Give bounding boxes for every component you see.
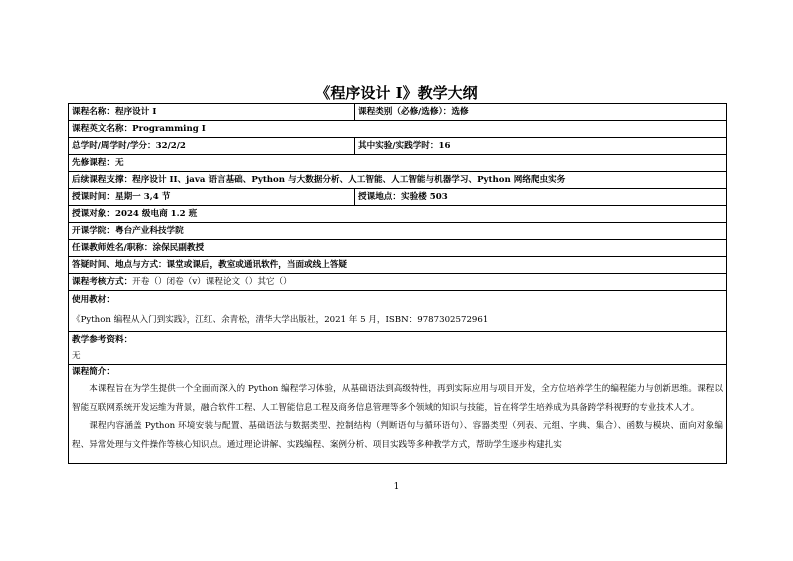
english-name-value: Programming I	[132, 124, 206, 134]
teacher-label: 任课教师姓名/职称：	[72, 243, 153, 253]
table-row	[69, 155, 727, 172]
class-time-value: 星期一 3,4 节	[114, 192, 171, 202]
class-place-label: 授课地点：	[358, 192, 401, 202]
references-label: 教学参考资料：	[72, 335, 133, 345]
table-row	[69, 189, 727, 206]
assessment-label: 课程考核方式：	[72, 277, 133, 287]
hours-value: 32/2/2	[155, 141, 186, 151]
table-row	[69, 291, 727, 332]
intro-paragraph-2: 课程内容涵盖 Python 环境安装与配置、基础语法与数据类型、控制结构（判断语句与循环语句）、容器类型（列表、元组、字典、集合）、函数与模块、面向对象编程、异常处理与文件操作等核心知识点。通过理论讲解、实践编程、案例分析、项目实践等多种教学方式，帮助学生逐步构建扎实	[72, 421, 723, 450]
class-place-cell	[355, 189, 727, 206]
qa-label: 答疑时间、地点与方式：	[72, 260, 167, 270]
table-row	[69, 121, 727, 138]
table-row	[69, 274, 727, 291]
lab-hours-value: 16	[438, 141, 451, 151]
class-time-label: 授课时间：	[72, 192, 115, 202]
course-name-value: 程序设计 I	[114, 107, 157, 117]
course-name-label: 课程名称：	[72, 107, 115, 117]
references-value: 无	[72, 351, 81, 361]
table-row	[69, 138, 727, 155]
teacher-value: 涂保民副教授	[152, 243, 205, 253]
audience-cell	[69, 206, 727, 223]
textbook-label: 使用教材：	[72, 295, 115, 305]
textbook-cell	[69, 291, 727, 332]
audience-label: 授课对象：	[72, 209, 115, 219]
textbook-value: 《Python 编程从入门到实践》，江红、余青松，清华大学出版社，2021 年 5 月，ISBN：9787302572961	[72, 315, 489, 325]
table-row	[69, 332, 727, 365]
syllabus-table	[68, 103, 727, 464]
intro-paragraph-1: 本课程旨在为学生提供一个全面而深入的 Python 编程学习体验，从基础语法到高级特性，再到实际应用与项目开发，全方位培养学生的编程能力与创新思维。课程以智能互联网系统开发运维为背景，融合软件工程、人工智能信息工程及商务信息管理等多个领域的知识与技能，旨在将学生培养成为具备跨学科视野的专业技术人才。	[72, 384, 723, 413]
intro-label: 课程简介：	[72, 367, 115, 377]
table-row	[69, 223, 727, 240]
dept-cell	[69, 223, 727, 240]
assessment-cell	[69, 274, 727, 291]
class-time-cell	[69, 189, 355, 206]
course-name-cell	[69, 104, 355, 121]
table-row	[69, 104, 727, 121]
prereq-cell	[69, 155, 727, 172]
table-row	[69, 365, 727, 464]
hours-label: 总学时/周学时/学分：	[72, 141, 156, 151]
dept-label: 开课学院：	[72, 226, 115, 236]
lab-hours-label: 其中实验/实践学时：	[358, 141, 439, 151]
table-row	[69, 257, 727, 274]
page-number: 1	[393, 482, 400, 492]
table-row	[69, 172, 727, 189]
class-place-value: 实验楼 503	[400, 192, 448, 202]
course-type-label: 课程类别（必修/选修）：	[358, 107, 452, 117]
qa-cell	[69, 257, 727, 274]
audience-value: 2024 级电商 1.2 班	[114, 209, 198, 219]
qa-value: 课堂或课后，教室或通讯软件，当面或线上答疑	[166, 260, 348, 270]
course-type-value: 选修	[451, 107, 469, 117]
teacher-cell	[69, 240, 727, 257]
assessment-value: 开卷（）闭卷（v）课程论文（）其它（）	[132, 277, 292, 287]
prereq-value: 无	[114, 158, 124, 168]
followup-label: 后续课程支撑：	[72, 175, 133, 185]
followup-value: 程序设计 II、java 语言基础、Python 与大数据分析、人工智能、人工智能与机器学习、Python 网络爬虫实务	[132, 175, 566, 185]
followup-cell	[69, 172, 727, 189]
references-cell	[69, 332, 727, 365]
dept-value: 粤台产业科技学院	[114, 226, 184, 236]
intro-cell	[69, 365, 727, 464]
lab-hours-cell	[355, 138, 727, 155]
table-row	[69, 240, 727, 257]
english-name-cell	[69, 121, 727, 138]
hours-cell	[69, 138, 355, 155]
prereq-label: 先修课程：	[72, 158, 115, 168]
english-name-label: 课程英文名称：	[72, 124, 133, 134]
course-type-cell	[355, 104, 727, 121]
table-row	[69, 206, 727, 223]
document-title: 《程序设计 I》教学大纲	[315, 84, 478, 102]
